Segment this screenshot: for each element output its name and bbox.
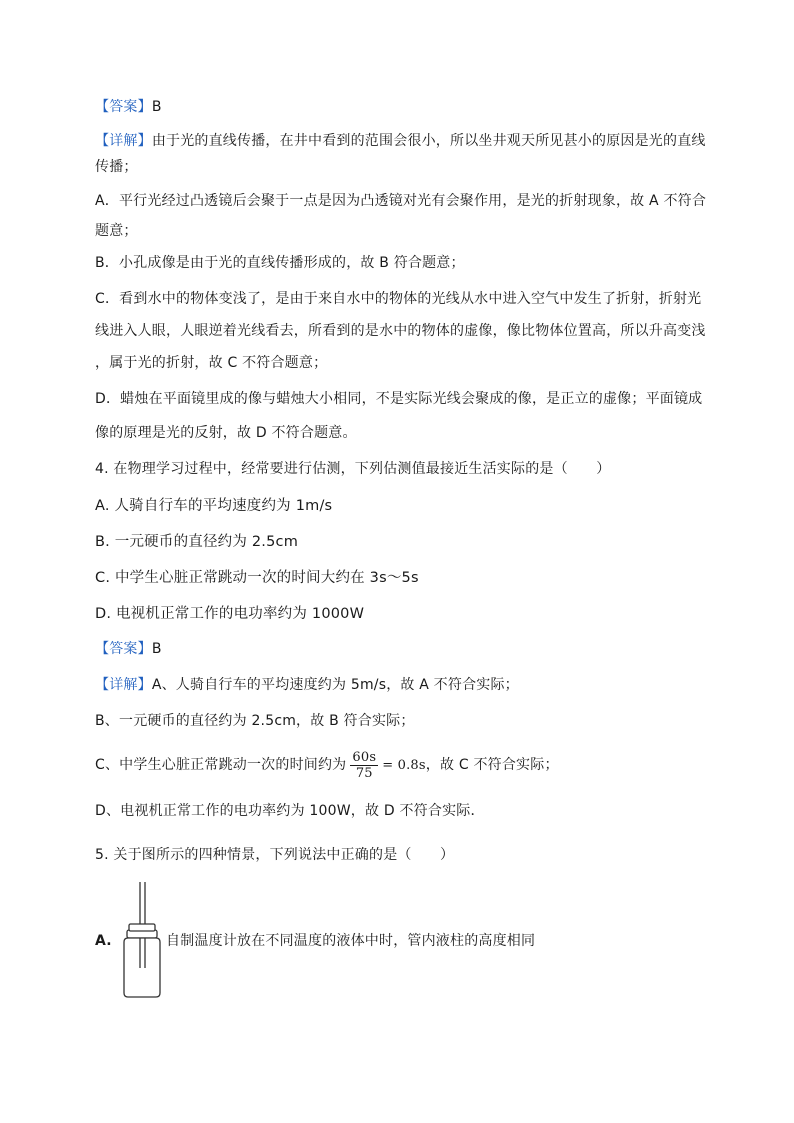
question-5-stem: 5. 关于图所示的四种情景，下列说法中正确的是（ ） <box>95 847 455 863</box>
explanation-line: ，属于光的折射，故 C 不符合题意； <box>95 355 328 371</box>
question-4-option-c: C. 中学生心脏正常跳动一次的时间大约在 3s～5s <box>95 570 419 586</box>
formula-result: = 0.8s <box>382 758 426 773</box>
option-a-text: 自制温度计放在不同温度的液体中时，管内液柱的高度相同 <box>166 933 536 949</box>
formula-prefix: C、中学生心脏正常跳动一次的时间约为 <box>95 757 347 773</box>
answer-value: B <box>151 641 162 657</box>
explanation-text: A、人骑自行车的平均速度约为 5m/s，故 A 不符合实际； <box>151 677 519 693</box>
answer-tag: 【答案】 <box>95 641 152 657</box>
fraction-denominator: 75 <box>355 765 373 781</box>
formula-line <box>95 742 705 788</box>
explanation-line: 线进入人眼，人眼逆着光线看去，所看到的是水中的物体的虚像，像比物体位置高，所以升高变浅 <box>95 323 706 339</box>
explanation-line: B．小孔成像是由于光的直线传播形成的，故 B 符合题意； <box>95 255 465 271</box>
explanation-line: 传播； <box>95 159 138 175</box>
answer-value: B <box>151 99 162 115</box>
answer-tag: 【答案】 <box>95 99 152 115</box>
explanation-line: A．平行光经过凸透镜后会聚于一点是因为凸透镜对光有会聚作用，是光的折射现象，故 A 不符合 <box>95 193 707 209</box>
answer-line-q4 <box>95 640 705 658</box>
explanation-line: D、电视机正常工作的电功率约为 100W，故 D 不符合实际． <box>95 803 485 819</box>
fraction <box>350 750 378 781</box>
explanation-line <box>95 132 705 150</box>
answer-line-q3 <box>95 98 705 116</box>
question-4-option-d: D. 电视机正常工作的电功率约为 1000W <box>95 606 365 622</box>
explanation-line <box>95 676 705 694</box>
explanation-line: 题意； <box>95 223 138 239</box>
formula-suffix: ，故 C 不符合实际； <box>425 757 559 773</box>
explanation-tag: 【详解】 <box>95 677 152 693</box>
explanation-tag: 【详解】 <box>95 133 152 149</box>
option-a-label: A. <box>95 933 112 949</box>
explanation-line: C．看到水中的物体变浅了，是由于来自水中的物体的光线从水中进入空气中发生了折射，折射光 <box>95 291 702 307</box>
explanation-text: 由于光的直线传播，在井中看到的范围会很小，所以坐井观天所见甚小的原因是光的直线 <box>151 133 706 149</box>
explanation-line: 像的原理是光的反射，故 D 不符合题意。 <box>95 425 357 441</box>
explanation-line: B、一元硬币的直径约为 2.5cm，故 B 符合实际； <box>95 713 415 729</box>
fraction-numerator: 60s <box>352 749 377 765</box>
question-4-option-a: A. 人骑自行车的平均速度约为 1m/s <box>95 498 333 514</box>
question-4-option-b: B. 一元硬币的直径约为 2.5cm <box>95 534 299 550</box>
explanation-line: D．蜡烛在平面镜里成的像与蜡烛大小相同，不是实际光线会聚成的像，是正立的虚像；平面镜成 <box>95 391 703 407</box>
question-4-stem: 4. 在物理学习过程中，经常要进行估测，下列估测值最接近生活实际的是（ ） <box>95 461 611 477</box>
thermometer-bottle-figure <box>116 880 166 1000</box>
